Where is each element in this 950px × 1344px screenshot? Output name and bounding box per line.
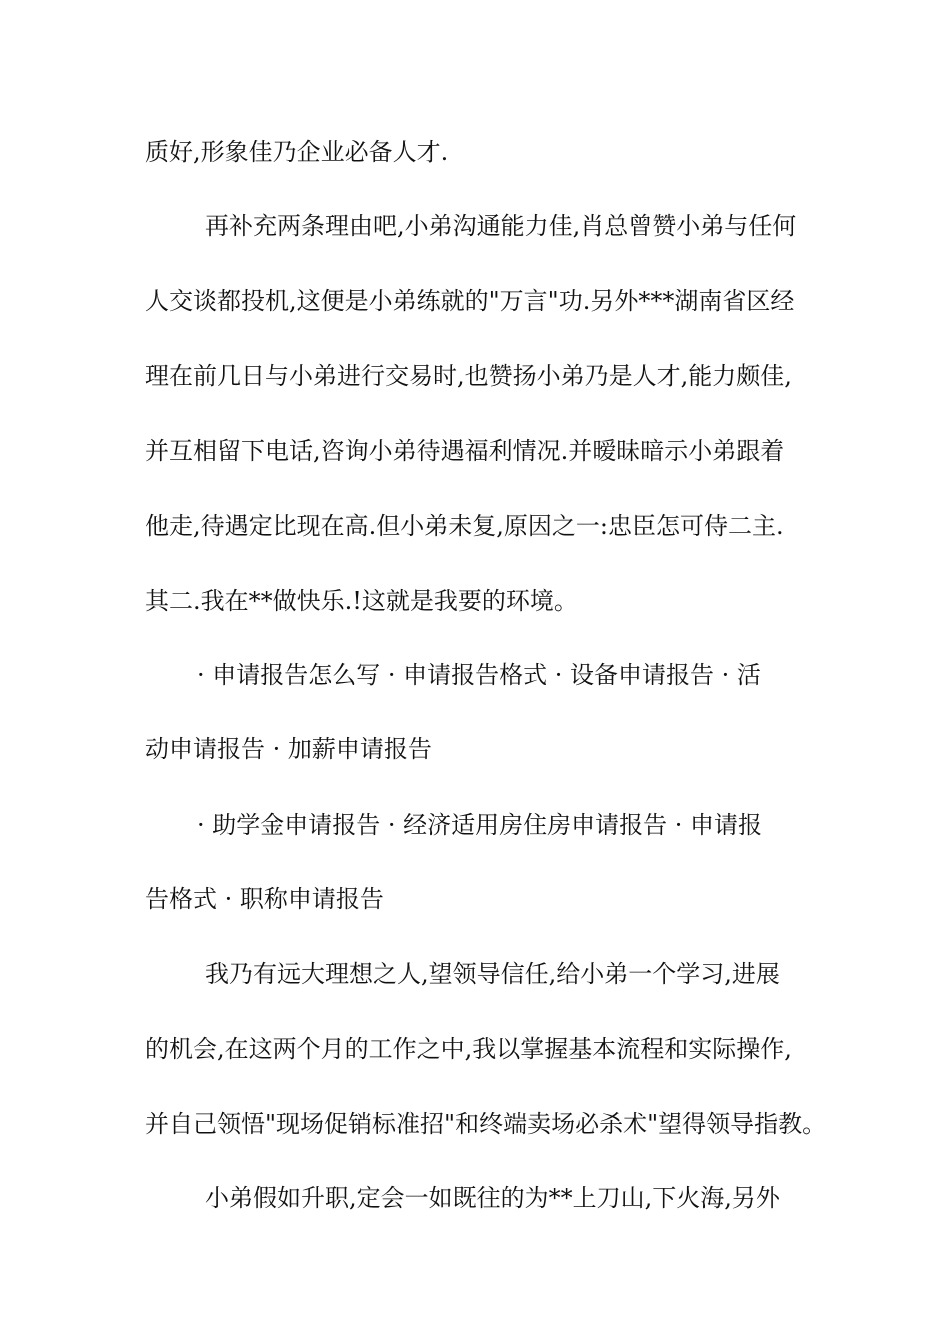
related-links-line[interactable]: · 助学金申请报告 · 经济适用房住房申请报告 · 申请报 bbox=[197, 811, 763, 839]
body-text-line: 我乃有远大理想之人,望领导信任,给小弟一个学习,进展 bbox=[205, 960, 780, 988]
related-links-line[interactable]: 告格式 · 职称申请报告 bbox=[145, 885, 384, 913]
body-text-line: 理在前几日与小弟进行交易时,也赞扬小弟乃是人才,能力颇佳, bbox=[145, 362, 792, 390]
body-text-line: 并自己领悟"现场促销标准招"和终端卖场必杀术"望得领导指教。 bbox=[145, 1110, 827, 1138]
body-text-line: 小弟假如升职,定会一如既往的为**上刀山,下火海,另外 bbox=[205, 1184, 780, 1212]
body-text-line: 其二.我在**做快乐.!这就是我要的环境。 bbox=[145, 587, 578, 615]
body-text-line: 他走,待遇定比现在高.但小弟未复,原因之一:忠臣怎可侍二主. bbox=[145, 512, 784, 540]
body-text-line: 再补充两条理由吧,小弟沟通能力佳,肖总曾赞小弟与任何 bbox=[205, 212, 797, 240]
body-text-line: 质好,形象佳乃企业必备人才. bbox=[145, 138, 449, 166]
body-text-line: 并互相留下电话,咨询小弟待遇福利情况.并暧昧暗示小弟跟着 bbox=[145, 437, 785, 465]
related-links-line[interactable]: · 申请报告怎么写 · 申请报告格式 · 设备申请报告 · 活 bbox=[197, 661, 761, 689]
body-text-line: 人交谈都投机,这便是小弟练就的"万言"功.另外***湖南省区经 bbox=[145, 287, 795, 315]
related-links-line[interactable]: 动申请报告 · 加薪申请报告 bbox=[145, 735, 432, 763]
body-text-line: 的机会,在这两个月的工作之中,我以掌握基本流程和实际操作, bbox=[145, 1035, 792, 1063]
